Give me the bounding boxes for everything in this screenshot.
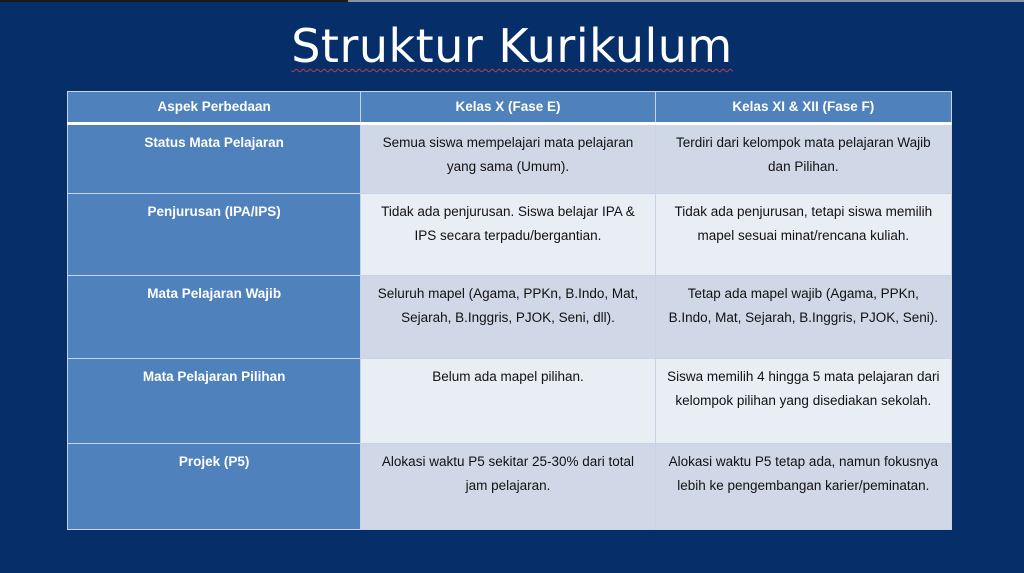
table-row — [68, 194, 952, 276]
table-row — [68, 444, 952, 530]
row-aspect[interactable]: Penjurusan (IPA/IPS) — [68, 194, 361, 276]
header-aspek[interactable]: Aspek Perbedaan — [68, 92, 361, 124]
header-fase-f[interactable]: Kelas XI & XII (Fase F) — [655, 92, 951, 124]
header-fase-e[interactable]: Kelas X (Fase E) — [361, 92, 655, 124]
row-fase-f[interactable]: Terdiri dari kelompok mata pelajaran Wajib dan Pilihan. — [655, 124, 951, 194]
row-aspect[interactable]: Mata Pelajaran Pilihan — [68, 359, 361, 444]
table-header-row — [68, 92, 952, 124]
slide-title[interactable] — [0, 18, 1024, 74]
curriculum-table[interactable] — [67, 91, 952, 530]
window-top-border-dark — [0, 0, 348, 2]
row-fase-e[interactable]: Alokasi waktu P5 sekitar 25-30% dari total jam pelajaran. — [361, 444, 655, 530]
row-fase-e[interactable]: Belum ada mapel pilihan. — [361, 359, 655, 444]
row-fase-e[interactable]: Tidak ada penjurusan. Siswa belajar IPA & IPS secara terpadu/bergantian. — [361, 194, 655, 276]
row-aspect[interactable]: Status Mata Pelajaran — [68, 124, 361, 194]
table-row — [68, 359, 952, 444]
row-aspect[interactable]: Projek (P5) — [68, 444, 361, 530]
row-aspect[interactable]: Mata Pelajaran Wajib — [68, 276, 361, 359]
row-fase-e[interactable]: Seluruh mapel (Agama, PPKn, B.Indo, Mat, Sejarah, B.Inggris, PJOK, Seni, dll). — [361, 276, 655, 359]
slide-title-text: Struktur Kurikulum — [291, 19, 733, 73]
row-fase-f[interactable]: Alokasi waktu P5 tetap ada, namun fokusnya lebih ke pengembangan karier/peminatan. — [655, 444, 951, 530]
row-fase-f[interactable]: Tetap ada mapel wajib (Agama, PPKn, B.Indo, Mat, Sejarah, B.Inggris, PJOK, Seni). — [655, 276, 951, 359]
row-fase-f[interactable]: Siswa memilih 4 hingga 5 mata pelajaran dari kelompok pilihan yang disediakan sekolah. — [655, 359, 951, 444]
row-fase-f[interactable]: Tidak ada penjurusan, tetapi siswa memilih mapel sesuai minat/rencana kuliah. — [655, 194, 951, 276]
row-fase-e[interactable]: Semua siswa mempelajari mata pelajaran yang sama (Umum). — [361, 124, 655, 194]
table-row — [68, 276, 952, 359]
table-row — [68, 124, 952, 194]
